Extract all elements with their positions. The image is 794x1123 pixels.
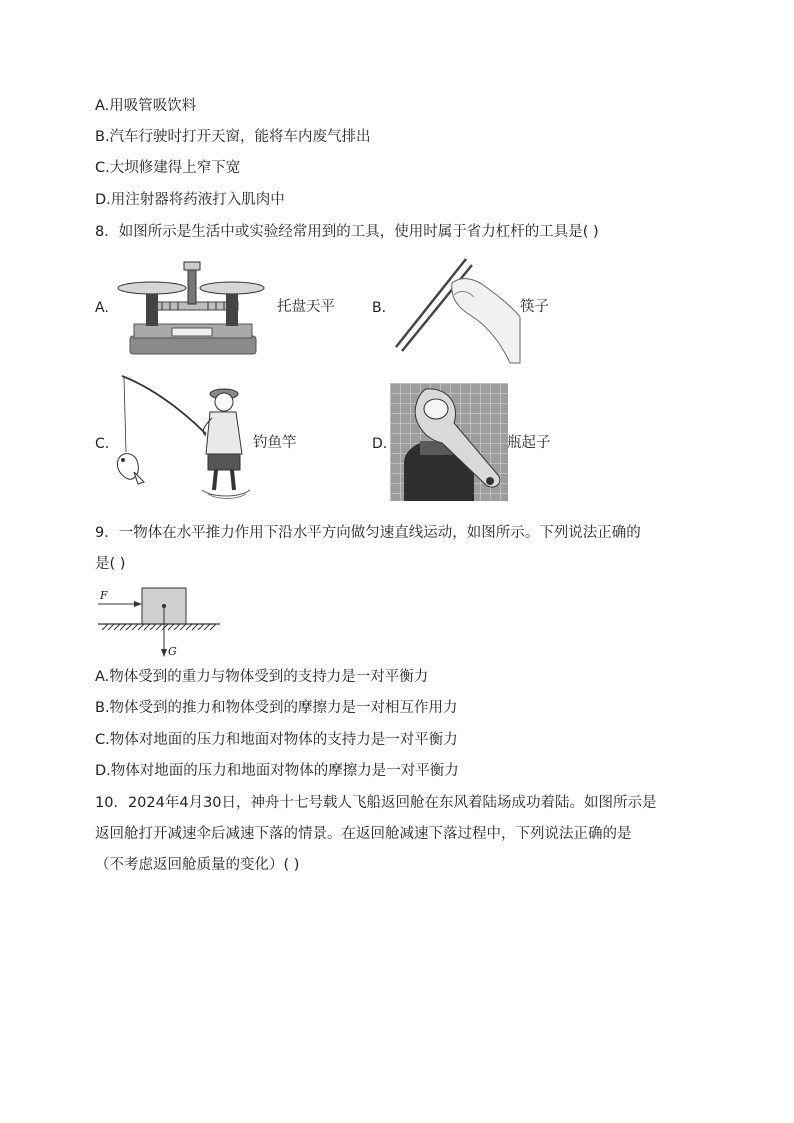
q8-c-letter: C.	[95, 436, 110, 452]
balance-scale-image	[112, 258, 272, 358]
q10-line1: 10．2024年4月30日，神舟十七号载人飞船返回舱在东风着陆场成功着陆。如图所示是	[95, 795, 657, 811]
force-diagram	[96, 586, 222, 660]
q8-d-letter: D.	[372, 436, 388, 452]
q8-a-letter: A.	[95, 300, 109, 316]
q8-a-caption: 托盘天平	[277, 299, 335, 315]
q7-option-b: B.汽车行驶时打开天窗，能将车内废气排出	[95, 129, 371, 145]
q8-c-caption: 钓鱼竿	[253, 435, 297, 451]
q7-option-d: D.用注射器将药液打入肌肉中	[95, 192, 285, 208]
q9-stem-line2: 是( )	[95, 556, 126, 572]
q7-option-a: A.用吸管吸饮料	[95, 98, 197, 114]
fishing-rod-image	[108, 372, 254, 500]
q9-option-a: A.物体受到的重力与物体受到的支持力是一对平衡力	[95, 669, 429, 685]
q10-line3: （不考虑返回舱质量的变化）( )	[95, 857, 300, 873]
q8-stem: 8．如图所示是生活中或实验经常用到的工具，使用时属于省力杠杆的工具是( )	[95, 224, 599, 240]
bottle-opener-image	[390, 383, 508, 501]
q8-b-letter: B.	[372, 300, 387, 316]
q9-stem-line1: 9．一物体在水平推力作用下沿水平方向做匀速直线运动，如图所示。下列说法正确的	[95, 525, 641, 541]
q9-option-b: B.物体受到的推力和物体受到的摩擦力是一对相互作用力	[95, 700, 458, 716]
q9-option-d: D.物体对地面的压力和地面对物体的摩擦力是一对平衡力	[95, 763, 459, 779]
force-label-f: F	[100, 589, 108, 602]
q8-b-caption: 筷子	[520, 299, 549, 315]
q9-option-c: C.物体对地面的压力和地面对物体的支持力是一对平衡力	[95, 732, 458, 748]
force-label-g: G	[168, 645, 177, 658]
chopsticks-image	[390, 255, 522, 365]
q7-option-c: C.大坝修建得上窄下宽	[95, 160, 241, 176]
q10-line2: 返回舱打开减速伞后减速下落的情景。在返回舱减速下落过程中，下列说法正确的是	[95, 826, 632, 842]
q8-d-caption: 瓶起子	[507, 435, 551, 451]
